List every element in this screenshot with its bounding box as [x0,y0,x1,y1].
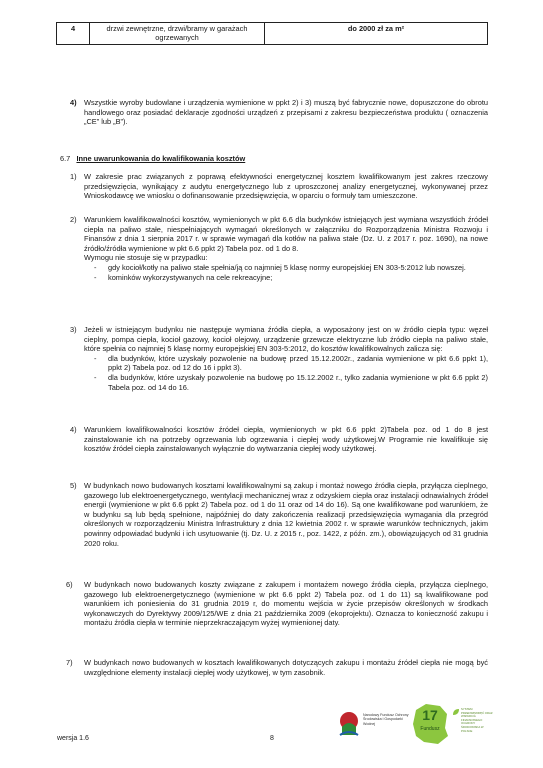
dash-text: kominków wykorzystywanych na cele rekreacyjne; [108,272,273,282]
item-number: 2) [70,215,77,224]
fundusz-number: 17 [422,707,438,723]
row-number: 4 [57,23,90,45]
section-title: Inne uwarunkowania do kwalifikowania kosztów [76,154,246,163]
dash-item: - gdy kocioł/kotły na paliwo stałe spełnia/ją co najmniej 5 klasę normy europejskiej EN 303-5:2012 lub nowszej. [94,262,466,272]
item-subtext: Wymogu nie stosuje się w przypadku: [84,253,208,263]
item-text: Jeżeli w istniejącym budynku nie następuje wymiana źródła ciepła, a wyposażony jest on w źródło ciepła typu: węzeł cieplny, pompa ciepła, kocioł gazowy, kocioł olejowy, urządzenie grzewcze elektryczne lub źródło ciepła na paliwo stałe, które spełnia co najmniej 5 klasę normy europejskiej EN 303-5:2012, do kosztów kwalifikowalnych zalicza się: [84,325,488,354]
dash-item: - dla budynków, które uzyskały pozwolenie na budowę po 15.12.2002 r., tylko zadania wymienione w pkt 6.6 ppkt 2) Tabela poz. od 14 do 16. [94,372,488,392]
dash-text: dla budynków, które uzyskały pozwolenie na budowę po 15.12.2002 r., tylko zadania wymienione w pkt 6.6 ppkt 2) Tabela poz. od 14 do 16. [108,372,488,392]
point-4-text: Wszystkie wyroby budowlane i urządzenia wymienione w ppkt 2) i 3) muszą być fabrycznie nowe, dopuszczone do obrotu handlowego oraz posiadać deklaracje zgodności urządzeń z przepisami z zakresu bezpieczeństwa produktu ( oznaczenia „CE” lub „B”). [84,98,488,127]
fundusz-17-logo [410,700,450,746]
system-logo [452,708,492,742]
cost-table [56,22,488,45]
row-amount: do 2000 zł za m² [265,23,488,45]
nfosigw-logo-text: Narodowy Fundusz Ochrony Środowiska i Gospodarki Wodnej [363,713,409,726]
fundusz-label: Fundusz [420,726,440,732]
item-number: 4) [70,425,77,434]
dash-text: dla budynków, które uzyskały pozwolenie na budowę przed 15.12.2002r., zadania wymienione w pkt 6.6 ppkt 1), ppkt 2) Tabela poz. od 12 do 16 i ppkt 3). [108,353,488,373]
item-text: W budynkach nowo budowanych koszty związane z zakupem i montażem nowego źródła ciepła, przyłącza cieplnego, gazowego lub elektroenergetycznego (wymienione w pkt 6.6 ppkt 2) Tabela poz. od 1 do 11) są kwalifikowane pod warunkiem ich poniesienia do 31 grudnia 2019 r, do momentu wejścia w życie przepisów określonych w środkach wykonawczych do Dyrektywy 2009/125/WE z dnia 21 października 2009 (ekoprojektu). Oznacza to konieczność zakupu i montażu źródła ciepła w terminie nieprzekraczającym wyżej wymienionej daty. [84,580,488,628]
list-item [70,215,488,282]
leaf-icon [452,708,460,716]
dash-text: gdy kocioł/kotły na paliwo stałe spełnia/ją co najmniej 5 klasę normy europejskiej EN 303-5:2012 lub nowszej. [108,262,466,272]
system-logo-text: SYSTEM PRZEDSIĘWZIĘĆ ORAZ WSPARCIA FINANSOWEGO OCHRONY ŚRODOWISKA W POLSCE [461,707,493,733]
item-number: 7) [66,658,73,667]
list-item [70,425,488,454]
list-item [70,325,488,392]
nfosigw-logo [338,707,408,747]
list-item [66,658,488,677]
item-number: 3) [70,325,77,334]
item-text: W zakresie prac związanych z poprawą efektywności energetycznej kosztem kwalifikowanym jest zakres rzeczowy przedsięwzięcia, wynikający z audytu energetycznego lub z uproszczonej analizy energetycznej, wykonywanej przez Wnioskodawcę we wniosku o dofinansowanie przedsięwzięcia, w oparciu o formuły tam umieszczone. [84,172,488,201]
item-text: W budynkach nowo budowanych kosztami kwalifikowalnymi są zakup i montaż nowego źródła ciepła, przyłącza cieplnego, gazowego lub elektroenergetycznego, wentylacji mechanicznej wraz z odzyskiem ciepła oraz instalacji odnawialnych źródeł energii (wymienione w pkt 6.6 ppkt 2) Tabela poz. od 1 do 11 oraz od 14 do 16). Są one kwalifikowane pod warunkiem, że w budynku są lub będą spełnione, najpóźniej do daty zakończenia realizacji przedsięwzięcia wymagania dla przegród określonych w rozporządzeniu Ministra Infrastruktury z dnia 12 kwietnia 2002 r. w sprawie warunków technicznych, jakim powinny odpowiadać budynki i ich usytuowanie (tj. Dz. U. z 2015 r., poz. 1422, z późn. zm.), obowiązujących od 31 grudnia 2020 roku. [84,481,488,548]
row-description: drzwi zewnętrzne, drzwi/bramy w garażach ogrzewanych [90,23,265,45]
section-heading [60,154,245,164]
item-number: 1) [70,172,77,181]
page-number: 8 [270,735,274,742]
nfosigw-emblem-icon [338,711,360,737]
item-text: Warunkiem kwalifikowalności kosztów, wymienionych w pkt 6.6 dla budynków istniejących jest wymiana wszystkich źródeł ciepła na paliwo stałe, niespełniających wymagań określonych w załączniku do Rozporządzenia Ministra Rozwoju i Finansów z dnia 1 sierpnia 2017 r. w sprawie wymagań dla kotłów na paliwa stałe (Dz. U. z 2017 r. poz. 1690), na nowe źródło/źródła wymienione w pkt 6.6 ppkt 2) Tabela poz. od 1 do 8. [84,215,488,253]
list-item [66,580,488,628]
dash-item: - dla budynków, które uzyskały pozwolenie na budowę przed 15.12.2002r., zadania wymienione w pkt 6.6 ppkt 1), ppkt 2) Tabela poz. od 12 do 16 i ppkt 3). [94,353,488,373]
section-number: 6.7 [60,154,71,163]
dash-item: - kominków wykorzystywanych na cele rekreacyjne; [94,272,273,282]
list-item [70,481,488,548]
item-text: W budynkach nowo budowanych w kosztach kwalifikowanych dotyczących zakupu i montażu źródeł ciepła nie mogą być uwzględnione elementy instalacji ciepłej wody użytkowej, w tym zasobnik. [84,658,488,677]
table-row [57,23,488,45]
item-number: 5) [70,481,77,490]
list-item [70,172,488,201]
point-4-number: 4) [70,98,77,107]
item-text: Warunkiem kwalifikowalności kosztów źródeł ciepła, wymienionych w pkt 6.6 ppkt 2)Tabela poz. od 1 do 8 jest zainstalowanie ich na potrzeby ogrzewania lub ogrzewania i ciepłej wody użytkowej.W Programie nie kwalifikuje się kosztów źródeł ciepła zainstalowanych wyłącznie do wytwarzania ciepłej wody użytkowej. [84,425,488,454]
item-number: 6) [66,580,73,589]
version-label: wersja 1.6 [57,735,89,742]
